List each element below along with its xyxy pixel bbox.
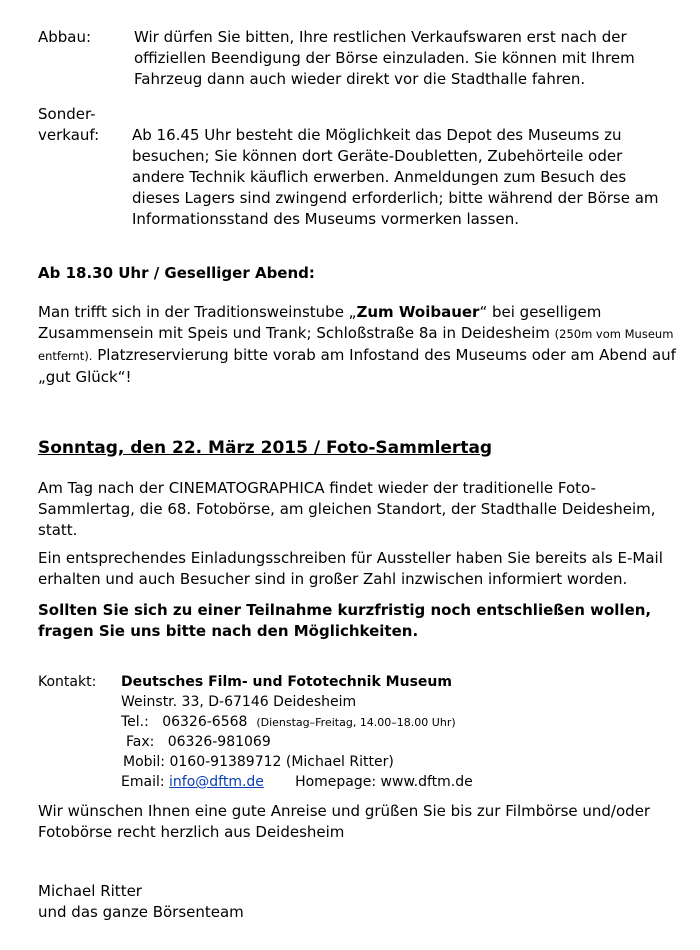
- signature-name: Michael Ritter: [38, 882, 142, 900]
- evening-heading: Ab 18.30 Uhr / Geselliger Abend:: [38, 264, 315, 282]
- evening-paragraph: [38, 302, 676, 388]
- contact-mobile: Mobil: 0160-91389712 (Michael Ritter): [123, 754, 394, 770]
- sunday-p3-line: fragen Sie uns bitte nach den Möglichkeiten.: [38, 622, 419, 640]
- sonderverkauf-line: besuchen; Sie können dort Geräte-Doubletten, Zubehörteile oder: [132, 147, 623, 165]
- contact-fax: Fax: 06326-981069: [126, 734, 271, 750]
- sunday-p1-line: Am Tag nach der CINEMATOGRAPHICA findet wieder der traditionelle Foto-: [38, 479, 596, 497]
- sunday-paragraph-2: [38, 548, 676, 590]
- evening-line-4: „gut Glück“!: [38, 368, 132, 386]
- sonderverkauf-label-1: Sonder-: [38, 105, 96, 123]
- abbau-line: offiziellen Beendigung der Börse einzuladen. Sie können mit Ihrem: [134, 49, 635, 67]
- abbau-section: [38, 27, 670, 93]
- contact-section: [38, 672, 670, 792]
- contact-org: Deutsches Film- und Fototechnik Museum: [121, 674, 452, 690]
- contact-label: Kontakt:: [38, 674, 97, 690]
- abbau-line: Fahrzeug dann auch wieder direkt vor die Stadthalle fahren.: [134, 70, 586, 88]
- sonderverkauf-line: Ab 16.45 Uhr besteht die Möglichkeit das Depot des Museums zu: [132, 126, 622, 144]
- contact-homepage: Homepage: www.dftm.de: [295, 774, 473, 790]
- sunday-paragraph-1: [38, 478, 676, 541]
- sunday-p2-line: erhalten und auch Besucher sind in großer Zahl inzwischen informiert worden.: [38, 570, 628, 588]
- sonderverkauf-section: [38, 104, 670, 228]
- sonderverkauf-line: Informationsstand des Museums vormerken lassen.: [132, 210, 519, 228]
- evening-line-3: entfernt). Platzreservierung bitte vorab am Infostand des Museums oder am Abend auf: [38, 346, 676, 364]
- sunday-p3-line: Sollten Sie sich zu einer Teilnahme kurzfristig noch entschließen wollen,: [38, 601, 652, 619]
- sonderverkauf-label-2: verkauf:: [38, 126, 100, 144]
- closing-line: Wir wünschen Ihnen eine gute Anreise und grüßen Sie bis zur Filmbörse und/oder: [38, 802, 651, 820]
- contact-address: Weinstr. 33, D-67146 Deidesheim: [121, 694, 357, 710]
- email-link[interactable]: info@dftm.de: [169, 774, 264, 790]
- abbau-label: Abbau:: [38, 28, 92, 46]
- abbau-text: [134, 27, 670, 90]
- evening-line-1: Man trifft sich in der Traditionsweinstube „Zum Woibauer“ bei geselligem: [38, 303, 602, 321]
- closing-paragraph: [38, 801, 676, 843]
- sonderverkauf-line: dieses Lagers sind zwingend erforderlich; bitte während der Börse am: [132, 189, 659, 207]
- sunday-p2-line: Ein entsprechendes Einladungsschreiben für Aussteller haben Sie bereits als E-Mail: [38, 549, 663, 567]
- sunday-paragraph-3: [38, 600, 676, 642]
- contact-tel: Tel.: 06326-6568 (Dienstag–Freitag, 14.00–18.00 Uhr): [121, 714, 456, 730]
- sunday-p1-line: Sammlertag, die 68. Fotobörse, am gleichen Standort, der Stadthalle Deidesheim,: [38, 500, 656, 518]
- sonderverkauf-line: andere Technik käuflich erwerben. Anmeldungen zum Besuch des: [132, 168, 627, 186]
- sunday-heading: Sonntag, den 22. März 2015 / Foto-Sammlertag: [38, 438, 493, 458]
- sonderverkauf-text: [132, 125, 670, 230]
- abbau-line: Wir dürfen Sie bitten, Ihre restlichen Verkaufswaren erst nach der: [134, 28, 627, 46]
- contact-email-row: Email: info@dftm.de Homepage: www.dftm.de: [121, 774, 473, 790]
- evening-line-2: Zusammensein mit Speis und Trank; Schloßstraße 8a in Deidesheim (250m vom Museum: [38, 324, 674, 342]
- signature-block: [38, 881, 676, 923]
- sunday-p1-line: statt.: [38, 521, 78, 539]
- closing-line: Fotobörse recht herzlich aus Deidesheim: [38, 823, 345, 841]
- signature-team: und das ganze Börsenteam: [38, 903, 244, 921]
